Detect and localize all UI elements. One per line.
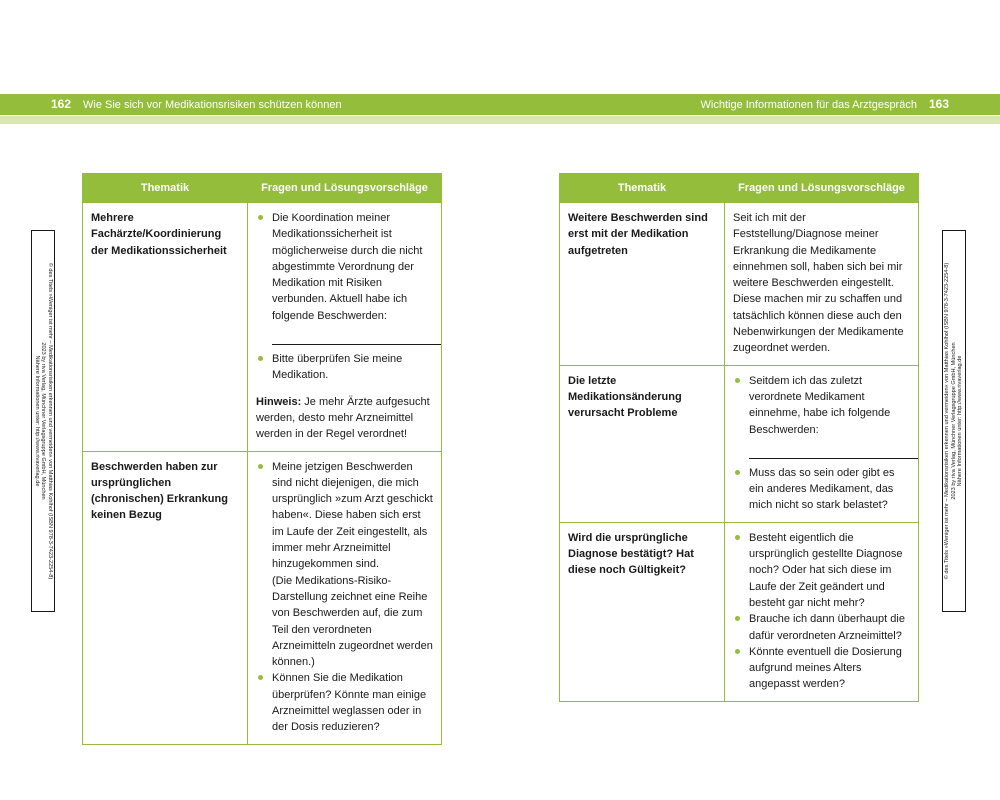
left-running-title: Wie Sie sich vor Medikationsrisiken schützen können	[83, 99, 342, 111]
answer-cell: Seit ich mit der Feststellung/Diagnose meiner Erkrankung die Medikamente einnehmen soll, haben sich bei mir weitere Beschwerden eingestellt. Diese machen mir zu schaffen und tatsächlich können diese auch den Nebenwirkungen der Medikamente zugeordnet werden.	[725, 203, 919, 366]
col-header-thematik: Thematik	[560, 174, 725, 203]
topic-cell: Weitere Beschwerden sind erst mit der Medikation aufgetreten	[560, 203, 725, 366]
bullet-extra-text: (Die Medikations-Risiko-Darstellung zeichnet eine Reihe von Beschwerden auf, die zum Teil den verordneten Arzneimitteln zugeordnet werden können.)	[272, 574, 433, 669]
table-row	[560, 522, 919, 701]
table-header-row	[83, 174, 442, 203]
copyright-line-2: 2023 by riva Verlag, Münchner Verlagsgruppe GmbH, München	[40, 342, 47, 500]
left-page-header	[51, 96, 342, 113]
right-page-number: 163	[928, 97, 949, 111]
table-row	[83, 451, 442, 744]
left-table	[82, 173, 442, 745]
bullet-list	[733, 373, 910, 438]
bullet-text: Meine jetzigen Beschwerden sind nicht diejenigen, die mich ursprünglich »zum Arzt geschickt haben«. Diese haben sich erst im Laufe der Zeit eingestellt, als immer mehr Arzneimittel hinzugekommen sind.	[272, 460, 433, 571]
copyright-line-2: 2023 by riva Verlag, Münchner Verlagsgruppe GmbH, München	[950, 342, 957, 500]
topic-cell: Die letzte Medikationsänderung verursacht Probleme	[560, 365, 725, 522]
right-running-title: Wichtige Informationen für das Arztgespräch	[700, 99, 917, 111]
bullet-list	[256, 459, 433, 736]
topic-cell: Mehrere Fachärzte/Koordinierung der Medikationssicherheit	[83, 203, 248, 452]
bullet-item: Besteht eigentlich die ursprünglich gestellte Diagnose noch? Oder hat sich diese im Laufe der Zeit geändert und besteht gar nicht mehr?	[733, 530, 910, 611]
bullet-item: Könnte eventuell die Dosierung aufgrund meines Alters angepasst werden?	[733, 644, 910, 693]
table-header-row	[560, 174, 919, 203]
right-table	[559, 173, 919, 702]
col-header-fragen: Fragen und Lösungsvorschläge	[725, 174, 919, 203]
answer-cell	[248, 451, 442, 744]
bullet-list	[733, 465, 910, 514]
fill-in-line	[272, 336, 442, 345]
bullet-item: Die Koordination meiner Medikationssicherheit ist möglicherweise durch die nicht abgestimmte Verordnung der Medikation mit Risiken verbunden. Aktuell habe ich folgende Beschwerden:	[256, 210, 433, 324]
col-header-thematik: Thematik	[83, 174, 248, 203]
bullet-list	[733, 530, 910, 693]
hint-label: Hinweis:	[256, 395, 302, 408]
bullet-list	[256, 351, 433, 384]
copyright-line-3: Nähere Informationen unter: http://www.rivaverlag.de	[957, 355, 964, 487]
copyright-line-1: © des Titels »Weniger ist mehr – Medikationsrisiken erkennen und vermeiden« von Matthias Kohlhof (ISBN 978-3-7423-2254-8)	[944, 262, 951, 580]
table-row	[560, 203, 919, 366]
answer-cell	[248, 203, 442, 452]
bullet-item: Muss das so sein oder gibt es ein anderes Medikament, das mich nicht so stark belastet?	[733, 465, 910, 514]
topic-cell: Beschwerden haben zur ursprünglichen (chronischen) Erkrankung keinen Bezug	[83, 451, 248, 744]
copyright-line-3: Nähere Informationen unter: http://www.rivaverlag.de	[33, 355, 40, 487]
header-stripe	[0, 116, 1000, 124]
bullet-item	[256, 459, 433, 671]
table-row	[83, 203, 442, 452]
right-page-header	[701, 96, 949, 113]
hint-note	[256, 394, 433, 443]
bullet-item: Seitdem ich das zuletzt verordnete Medikament einnehme, habe ich folgende Beschwerden:	[733, 373, 910, 438]
bullet-item: Brauche ich dann überhaupt die dafür verordneten Arzneimittel?	[733, 611, 910, 644]
bullet-list	[256, 210, 433, 324]
col-header-fragen: Fragen und Lösungsvorschläge	[248, 174, 442, 203]
left-page-number: 162	[51, 97, 72, 111]
answer-cell	[725, 522, 919, 701]
bullet-item: Können Sie die Medikation überprüfen? Könnte man einige Arzneimittel weglassen oder in der Dosis reduzieren?	[256, 670, 433, 735]
hint-text: Je mehr Ärzte aufgesucht werden, desto mehr Arzneimittel werden in der Regel verordnet!	[256, 395, 430, 441]
copyright-line-1: © des Titels »Weniger ist mehr – Medikationsrisiken erkennen und vermeiden« von Matthias Kohlhof (ISBN 978-3-7423-2254-8)	[46, 262, 53, 580]
table-row	[560, 365, 919, 522]
copyright-note-left	[31, 230, 55, 612]
copyright-note-right	[942, 230, 966, 612]
fill-in-line	[749, 450, 919, 459]
bullet-item: Bitte überprüfen Sie meine Medikation.	[256, 351, 433, 384]
answer-cell	[725, 365, 919, 522]
topic-cell: Wird die ursprüngliche Diagnose bestätigt? Hat diese noch Gültigkeit?	[560, 522, 725, 701]
